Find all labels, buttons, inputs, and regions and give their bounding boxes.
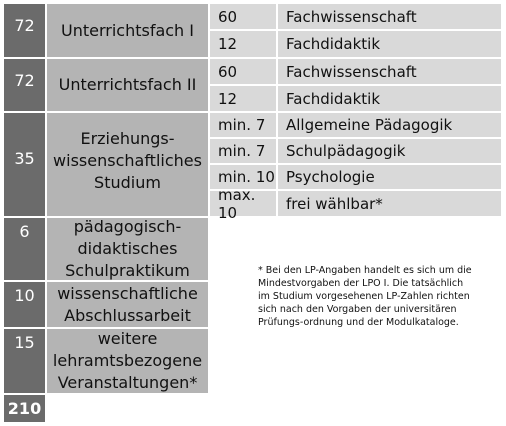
total-value: 210 [7,399,42,418]
total-cell [4,395,45,422]
amount-cell [210,59,276,84]
lp-cell-schulpraktikum [4,218,45,280]
lp-value: 10 [14,286,35,305]
category-cell-erziehungswissenschaften [47,113,208,216]
lp-cell-unterrichtsfach-2 [4,59,45,111]
item-cell [278,86,501,111]
amount-cell [210,139,276,163]
item-label: Fachdidaktik [286,35,381,53]
amount-cell [210,31,276,57]
amount-value: min. 7 [218,116,266,134]
lp-value: 35 [14,149,35,168]
item-label: Schulpädagogik [286,142,406,160]
amount-value: 12 [218,35,238,53]
amount-value: max. 10 [218,185,256,222]
item-cell [278,191,501,216]
category-cell-schulpraktikum [47,218,208,280]
category-label: Unterrichtsfach I [60,20,194,40]
lp-cell-weitere-veranstaltungen [4,329,45,393]
category-cell-weitere-veranstaltungen [47,329,208,393]
amount-cell [210,113,276,137]
lp-value: 72 [14,71,35,90]
lp-cell-abschlussarbeit [4,282,45,327]
lp-value: 6 [19,222,30,241]
item-label: Psychologie [286,168,375,186]
item-label: frei wählbar* [286,194,383,213]
category-label: wissenschaftliche Abschlussarbeit [57,283,198,325]
category-cell-unterrichtsfach-1 [47,4,208,57]
category-label: weitere lehramtsbezogene Veranstaltungen* [52,329,203,392]
item-cell [278,113,501,137]
lp-cell-unterrichtsfach-1 [4,4,45,57]
category-label: Erziehungs- wissenschaftliches Studium [53,128,202,192]
amount-value: 60 [218,7,238,26]
category-cell-abschlussarbeit [47,282,208,327]
item-label: Fachwissenschaft [286,62,417,81]
item-label: Allgemeine Pädagogik [286,116,453,134]
amount-cell [210,185,276,222]
category-label: pädagogisch- didaktisches Schulpraktikum [65,217,190,280]
item-label: Fachwissenschaft [286,7,417,26]
item-label: Fachdidaktik [286,89,381,108]
amount-value: 12 [218,89,238,108]
amount-value: min. 7 [218,142,266,160]
item-cell [278,165,501,189]
category-cell-unterrichtsfach-2 [47,59,208,111]
category-label: Unterrichtsfach II [58,75,197,94]
amount-cell [210,4,276,29]
item-cell [278,4,501,29]
amount-cell [210,86,276,111]
footnote: * Bei den LP-Angaben handelt es sich um die Mindestvorgaben der LPO I. Die tatsächlich im Studium vorgesehenen LP-Zahlen richten sich nach den Vorgaben der universitären Prüfungs-ordnung und der Modulkataloge. [258,265,472,328]
lp-value: 15 [14,333,35,352]
lp-cell-erziehungswissenschaften [4,113,45,216]
item-cell [278,139,501,163]
amount-value: 60 [218,62,238,81]
lp-value: 72 [14,16,35,35]
item-cell [278,31,501,57]
item-cell [278,59,501,84]
amount-value: min. 10 [218,168,275,186]
